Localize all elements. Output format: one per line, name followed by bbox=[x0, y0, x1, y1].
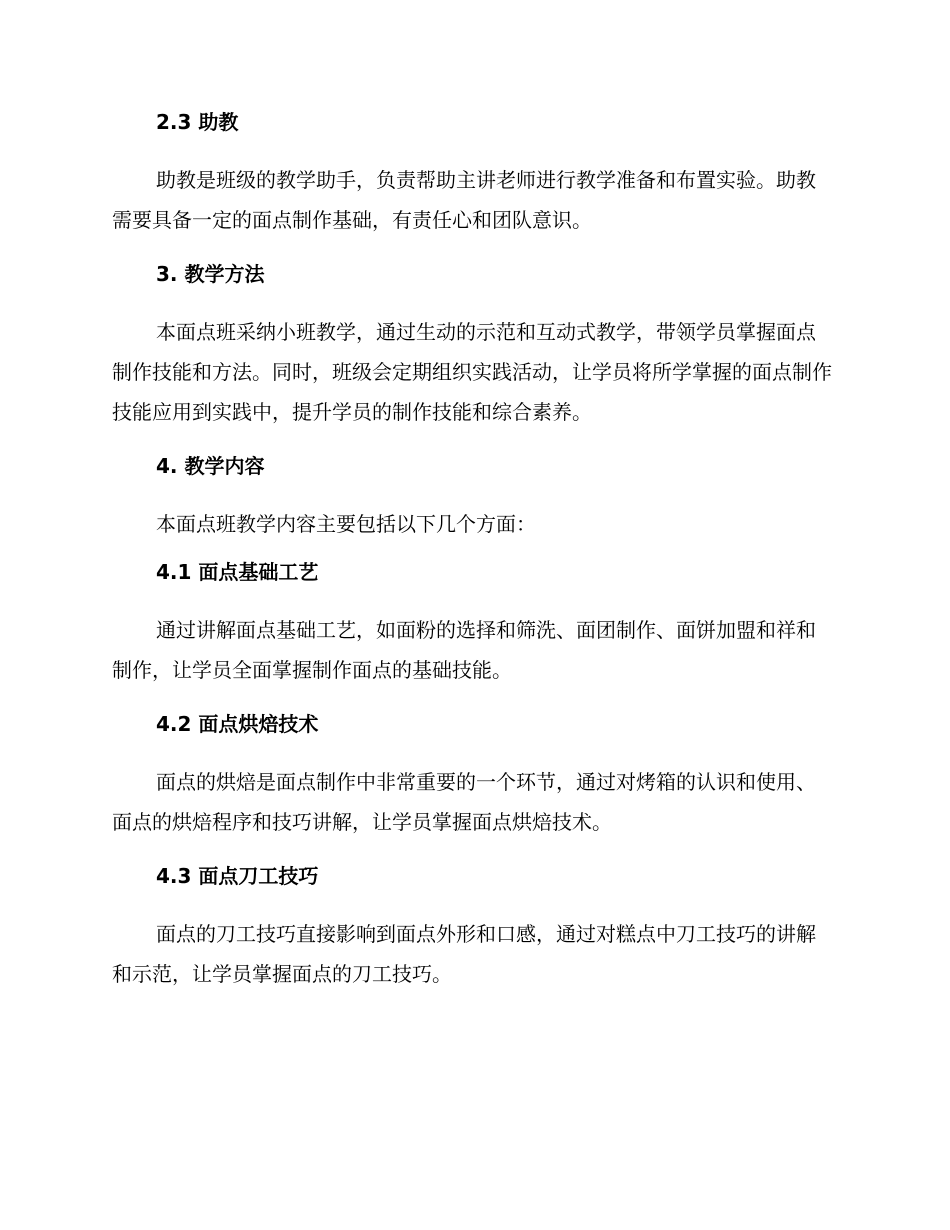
section-heading-4-3: 4.3 面点刀工技巧 bbox=[156, 864, 319, 888]
section-paragraph-3: 本面点班采纳小班教学，通过生动的示范和互动式教学，带领学员掌握面点制作技能和方法。同时，班级会定期组织实践活动，让学员将所学掌握的面点制作技能应用到实践中，提升学员的制作技能和综合素养。 bbox=[112, 320, 832, 424]
section-paragraph-2-3: 助教是班级的教学助手，负责帮助主讲老师进行教学准备和布置实验。助教需要具备一定的面点制作基础，有责任心和团队意识。 bbox=[112, 168, 816, 232]
section-heading-3: 3. 教学方法 bbox=[156, 262, 265, 286]
section-heading-4: 4. 教学内容 bbox=[156, 454, 265, 478]
document-page bbox=[112, 108, 832, 1014]
section-paragraph-4-3: 面点的刀工技巧直接影响到面点外形和口感，通过对糕点中刀工技巧的讲解和示范，让学员掌握面点的刀工技巧。 bbox=[112, 922, 816, 986]
section-paragraph-4: 本面点班教学内容主要包括以下几个方面： bbox=[156, 512, 536, 536]
section-paragraph-4-2: 面点的烘焙是面点制作中非常重要的一个环节，通过对烤箱的认识和使用、面点的烘焙程序和技巧讲解，让学员掌握面点烘焙技术。 bbox=[112, 770, 816, 834]
section-heading-4-1: 4.1 面点基础工艺 bbox=[156, 560, 319, 584]
section-heading-2-3: 2.3 助教 bbox=[156, 110, 239, 134]
section-heading-4-2: 4.2 面点烘焙技术 bbox=[156, 712, 319, 736]
section-paragraph-4-1: 通过讲解面点基础工艺，如面粉的选择和筛洗、面团制作、面饼加盟和祥和制作，让学员全面掌握制作面点的基础技能。 bbox=[112, 618, 816, 682]
